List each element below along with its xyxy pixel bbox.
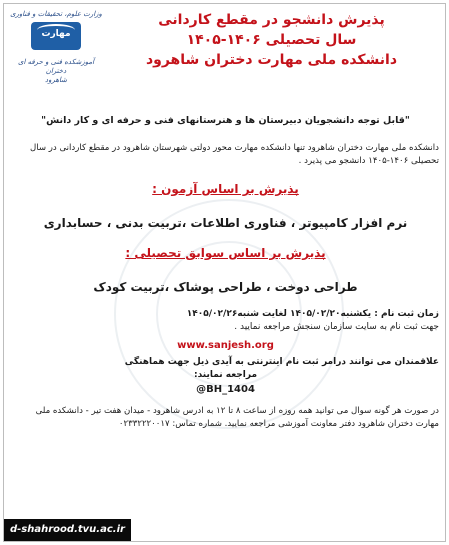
contact-id[interactable]: @BH_1404	[196, 384, 255, 395]
exam-majors-list: نرم افزار کامپیوتر ، فناوری اطلاعات ،تربیت بدنی ، حسابداری	[43, 216, 408, 230]
record-majors-list: طراحی دوخت ، طراحی پوشاک ،تربیت کودک	[93, 280, 358, 294]
record-admission-heading: پذیرش بر اساس سوابق تحصیلی :	[125, 246, 326, 260]
title-admission: پذیرش دانشجو در مقطع کاردانی	[158, 12, 385, 28]
intro-paragraph: دانشکده ملی مهارت دختران شاهرود تنها دانشکده مهارت محور دولتی شهرستان شاهرود در مقطع کاردانی در سال تحصیلی ۱۴۰۶-۱۴۰۵ دانشجو می پذیرد .	[29, 143, 439, 166]
poster-titles	[104, 10, 439, 70]
school-name-line-2: شاهرود	[44, 76, 68, 84]
logo-text: مهارت	[41, 29, 71, 39]
poster-header	[4, 4, 446, 100]
exam-admission-heading: پذیرش بر اساس آزمون :	[152, 182, 299, 196]
registration-dates: زمان ثبت نام : یکشنبه۱۴۰۵/۰۲/۲۰ لغایت شنبه۱۴۰۵/۰۲/۲۶	[186, 309, 439, 319]
title-college: دانشکده ملی مهارت دختران شاهرود	[145, 52, 398, 68]
maharat-logo-icon	[31, 22, 81, 50]
coordination-note-end: مراجعه نمایند:	[193, 370, 258, 380]
title-academic-year: سال تحصیلی ۱۴۰۶-۱۴۰۵	[186, 32, 357, 48]
poster-body	[12, 114, 439, 431]
audience-quote: "قابل توجه دانشجویان دبیرستان ها و هنرستانهای فنی و حرفه ای و کار دانش"	[41, 115, 410, 126]
announcement-poster	[3, 3, 446, 542]
school-name-line-1: آموزشکده فنی و حرفه ای دختران	[17, 58, 95, 75]
ministry-name: وزارت علوم، تحقیقات و فناوری	[10, 10, 102, 18]
site-url-badge[interactable]: d-shahrood.tvu.ac.ir	[4, 519, 131, 541]
contact-paragraph: در صورت هر گونه سوال می توانید همه روزه از ساعت ۸ تا ۱۲ به ادرس شاهرود - میدان هفت تیر - دانشکده ملی مهارت دختران شاهرود دفتر معاونت آموزشی مراجعه نمایید. شماره تماس: ۰۲۳۳۲۲۲۰۰۱۷	[35, 406, 439, 429]
sanjesh-link[interactable]: www.sanjesh.org	[177, 340, 274, 351]
coordination-note: علاقمندان می توانند درامر ثبت نام اینترنتی به آیدی ذیل جهت هماهنگی	[124, 357, 439, 367]
registration-site-note: جهت ثبت نام به سایت سازمان سنجش مراجعه نمایید .	[234, 322, 439, 332]
university-logo-block	[10, 10, 102, 96]
